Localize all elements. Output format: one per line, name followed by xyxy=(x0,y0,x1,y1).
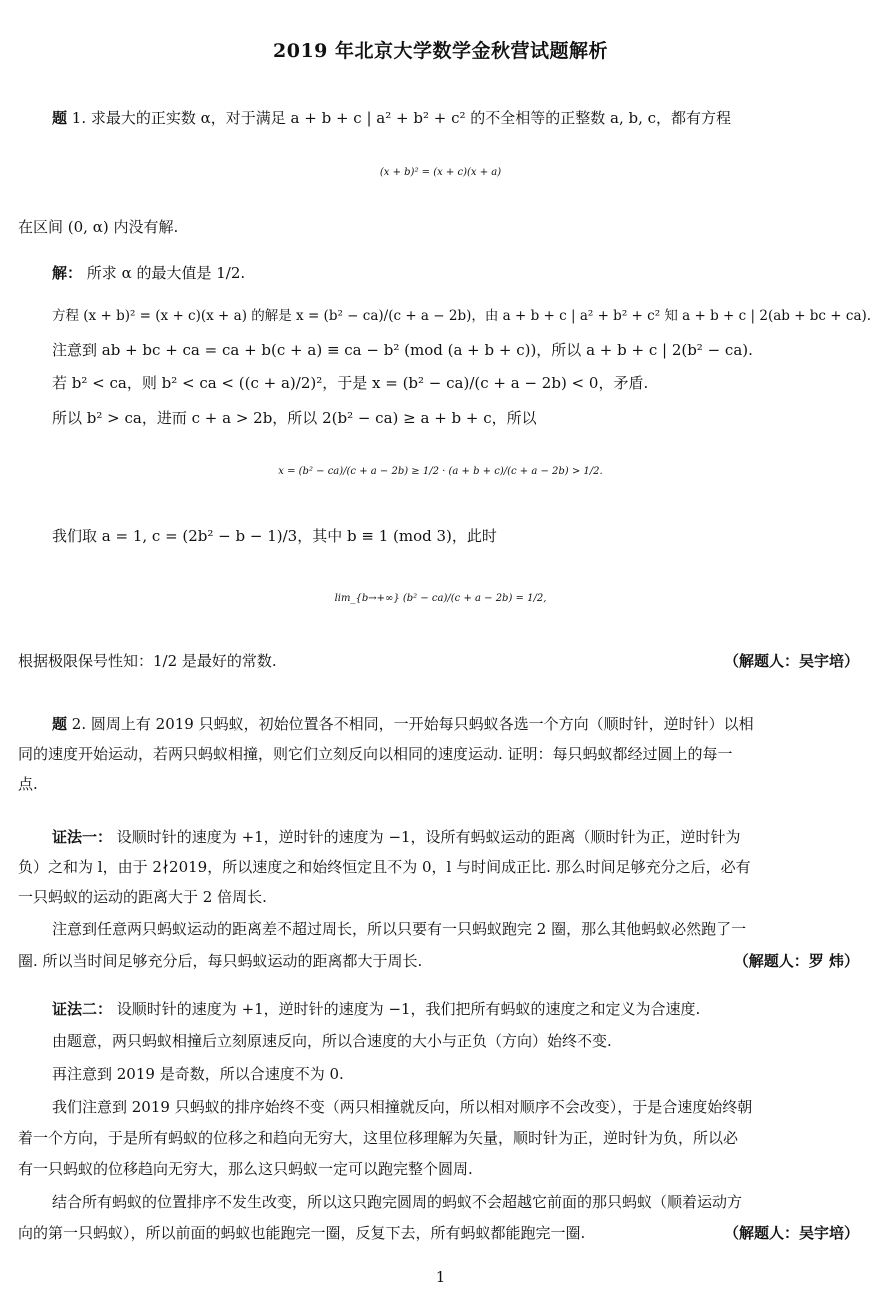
page-title: 2019 年北京大学数学金秋营试题解析 xyxy=(273,40,608,62)
display-equation-2: lim_{b→+∞} (b² − ca)/(c + a − 2b) = 1/2, xyxy=(334,593,547,604)
solution-line-4: 所以 b² > ca，进而 c + a > 2b，所以 2(b² − ca) ≥ a + b + c，所以 xyxy=(52,409,537,427)
method-2-line-6: 结合所有蚂蚁的位置排序不发生改变，所以这只跑完圆周的蚂蚁不会超越它前面的那只蚂蚁（顺着运动方 xyxy=(52,1193,743,1211)
method-2-line-3: 我们注意到 2019 只蚂蚁的排序始终不变（两只相撞就反向，所以相对顺序不会改变），于是合速度始终朝 xyxy=(52,1098,753,1116)
method-1-line-1: 负）之和为 l，由于 2∤2019，所以速度之和始终恒定且不为 0，l 与时间成正比. 那么时间足够充分之后，必有 xyxy=(18,858,751,876)
method-2-line-0: 证法二： 设顺时针的速度为 +1，逆时针的速度为 −1，我们把所有蚂蚁的速度之和定义为合速度. xyxy=(52,1000,701,1018)
problem-1-equation: (x + b)² = (x + c)(x + a) xyxy=(379,167,502,178)
problem-1-statement xyxy=(52,107,731,129)
problem-1-text: 1. 求最大的正实数 α，对于满足 a + b + c | a² + b² + c² 的不全相等的正整数 a, b, c，都有方程 xyxy=(71,109,732,127)
problem-label: 题 xyxy=(52,715,68,733)
method-1-line-3: 注意到任意两只蚂蚁运动的距离差不超过周长，所以只要有一只蚂蚁跑完 2 圈，那么其他蚂蚁必然跑了一 xyxy=(52,920,747,938)
problem-1-statement-tail: 在区间 (0, α) 内没有解. xyxy=(18,218,179,236)
method-1-line-2: 一只蚂蚁的运动的距离大于 2 倍周长. xyxy=(18,888,267,906)
method-1-label: 证法一： xyxy=(52,828,113,846)
method-2-line-4: 着一个方向，于是所有蚂蚁的位移之和趋向无穷大，这里位移理解为矢量，顺时针为正，逆时针为负，所以必 xyxy=(18,1129,739,1147)
problem-2-line-0: 题 2. 圆周上有 2019 只蚂蚁，初始位置各不相同，一开始每只蚂蚁各选一个方向（顺时针，逆时针）以相 xyxy=(52,715,754,733)
method-2-solver: （解题人：吴宇培） xyxy=(723,1224,859,1242)
method-2-label: 证法二： xyxy=(52,1000,113,1018)
problem-1-conclusion: 根据极限保号性知：1/2 是最好的常数. xyxy=(18,652,277,670)
method-1-line-0: 证法一： 设顺时针的速度为 +1，逆时针的速度为 −1，设所有蚂蚁运动的距离（顺时针为正，逆时针为 xyxy=(52,828,741,846)
problem-label: 题 xyxy=(52,109,68,127)
method-1-line-4: 圈. 所以当时间足够充分后，每只蚂蚁运动的距离都大于周长. xyxy=(18,952,423,970)
method-1-solver: （解题人：罗 炜） xyxy=(733,952,859,970)
solution-line-3: 若 b² < ca，则 b² < ca < ((c + a)/2)²，于是 x = (b² − ca)/(c + a − 2b) < 0，矛盾. xyxy=(52,374,649,392)
page-number: 1 xyxy=(435,1268,446,1286)
problem-2-line-2: 点. xyxy=(18,775,38,793)
choose-line: 我们取 a = 1, c = (2b² − b − 1)/3，其中 b ≡ 1 (mod 3)，此时 xyxy=(52,527,497,545)
display-equation-1: x = (b² − ca)/(c + a − 2b) ≥ 1/2 · (a + b + c)/(c + a − 2b) > 1/2. xyxy=(278,466,603,477)
solution-line-2: 注意到 ab + bc + ca = ca + b(c + a) ≡ ca − b² (mod (a + b + c))，所以 a + b + c | 2(b² − ca). xyxy=(52,341,753,359)
solution-line-1: 方程 (x + b)² = (x + c)(x + a) 的解是 x = (b² − ca)/(c + a − 2b)，由 a + b + c | a² + b² + c² 知 a + b + c | 2(ab + bc + ca). xyxy=(52,308,872,324)
method-2-line-7: 向的第一只蚂蚁），所以前面的蚂蚁也能跑完一圈，反复下去，所有蚂蚁都能跑完一圈. xyxy=(18,1224,586,1242)
method-2-line-2: 再注意到 2019 是奇数，所以合速度不为 0. xyxy=(52,1065,344,1083)
method-2-line-5: 有一只蚂蚁的位移趋向无穷大，那么这只蚂蚁一定可以跑完整个圆周. xyxy=(18,1160,473,1178)
problem-1-solver: （解题人：吴宇培） xyxy=(723,652,859,670)
method-2-line-1: 由题意，两只蚂蚁相撞后立刻原速反向，所以合速度的大小与正负（方向）始终不变. xyxy=(52,1032,612,1050)
solution-line-0: 解： 所求 α 的最大值是 1/2. xyxy=(52,264,246,282)
solution-label: 解： xyxy=(52,264,83,282)
problem-2-line-1: 同的速度开始运动，若两只蚂蚁相撞，则它们立刻反向以相同的速度运动. 证明：每只蚂蚁都经过圆上的每一 xyxy=(18,745,733,763)
